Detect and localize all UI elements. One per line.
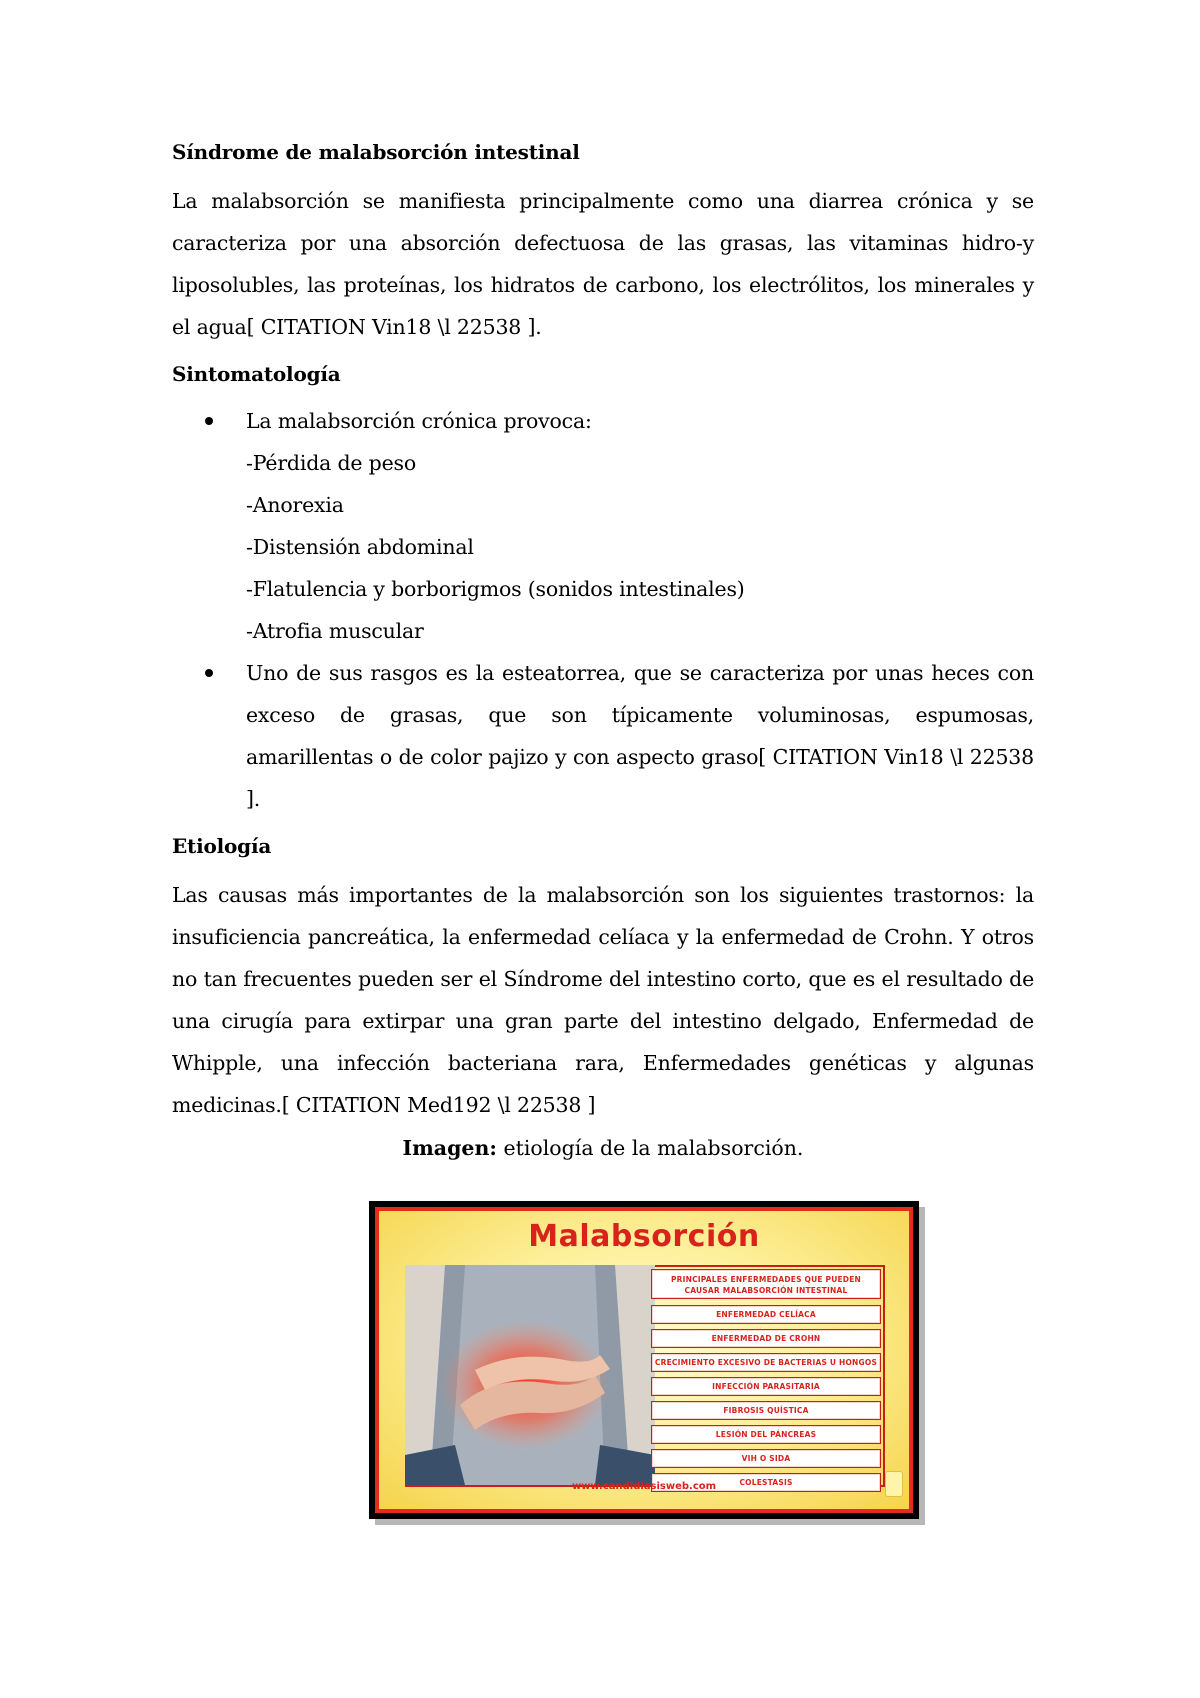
section-heading-syndrome: Síndrome de malabsorción intestinal — [172, 140, 580, 164]
symptoms-list — [172, 400, 1034, 820]
caption-label: Imagen: — [402, 1136, 497, 1160]
bullet-text: La malabsorción crónica provoca: — [246, 409, 592, 433]
section-heading-etiology: Etiología — [172, 834, 272, 858]
site-logo-icon — [885, 1471, 903, 1497]
list-item — [172, 652, 1034, 820]
bullet-icon — [205, 417, 213, 425]
figure-image — [369, 1201, 919, 1519]
symptom-item: -Flatulencia y borborigmos (sonidos intestinales) — [246, 577, 745, 601]
disease-item: ENFERMEDAD CELÍACA — [651, 1305, 881, 1324]
disease-item: FIBROSIS QUÍSTICA — [651, 1401, 881, 1420]
figure-background — [379, 1211, 909, 1509]
disease-item: ENFERMEDAD DE CROHN — [651, 1329, 881, 1348]
disease-list-header: PRINCIPALES ENFERMEDADES QUE PUEDEN CAUSAR MALABSORCIÓN INTESTINAL — [651, 1269, 881, 1299]
paragraph-etiology: Las causas más importantes de la malabsorción son los siguientes trastornos: la insuficiencia pancreática, la enfermedad celíaca y la enfermedad de Crohn. Y otros no tan frecuentes pueden ser el Síndrome del intestino corto, que es el resultado de una cirugía para extirpar una gran parte del intestino delgado, Enfermedad de Whipple, una infección bacteriana rara, Enfermedades genéticas y algunas medicinas.[ CITATION Med192 \l 22538 ] — [172, 883, 1034, 1117]
disease-item: CRECIMIENTO EXCESIVO DE BACTERIAS U HONGOS — [651, 1353, 881, 1372]
symptom-item: -Anorexia — [246, 493, 344, 517]
bullet-text: Uno de sus rasgos es la esteatorrea, que se caracteriza por unas heces con exceso de grasas, que son típicamente voluminosas, espumosas, amarillentas o de color pajizo y con aspecto graso[ CITATION Vin18 \l 22538 ]. — [246, 661, 1034, 811]
paragraph-definition: La malabsorción se manifiesta principalmente como una diarrea crónica y se caracteriza por una absorción defectuosa de las grasas, las vitaminas hidro-y liposolubles, las proteínas, los hidratos de carbono, los electrólitos, los minerales y el agua[ CITATION Vin18 \l 22538 ]. — [172, 189, 1034, 339]
disease-item: VIH O SIDA — [651, 1449, 881, 1468]
document-body — [172, 138, 1034, 1164]
symptom-item: -Pérdida de peso — [246, 451, 416, 475]
list-item — [172, 400, 1034, 652]
abdominal-pain-photo — [405, 1265, 655, 1485]
disease-item: LESIÓN DEL PÁNCREAS — [651, 1425, 881, 1444]
disease-list — [651, 1269, 881, 1497]
caption-text: etiología de la malabsorción. — [496, 1136, 804, 1160]
figure-border — [375, 1207, 913, 1513]
disease-item: COLESTASIS — [651, 1473, 881, 1492]
symptom-item: -Distensión abdominal — [246, 535, 474, 559]
disease-item: INFECCIÓN PARASITARIA — [651, 1377, 881, 1396]
section-heading-symptoms: Sintomatología — [172, 362, 341, 386]
bullet-icon — [205, 669, 213, 677]
abdominal-pain-illustration — [405, 1265, 655, 1485]
figure-title: Malabsorción — [528, 1219, 760, 1254]
symptom-item: -Atrofia muscular — [246, 619, 424, 643]
figure-caption — [172, 1132, 1034, 1164]
figure-source-url: www.candidiasisweb.com — [571, 1481, 717, 1492]
